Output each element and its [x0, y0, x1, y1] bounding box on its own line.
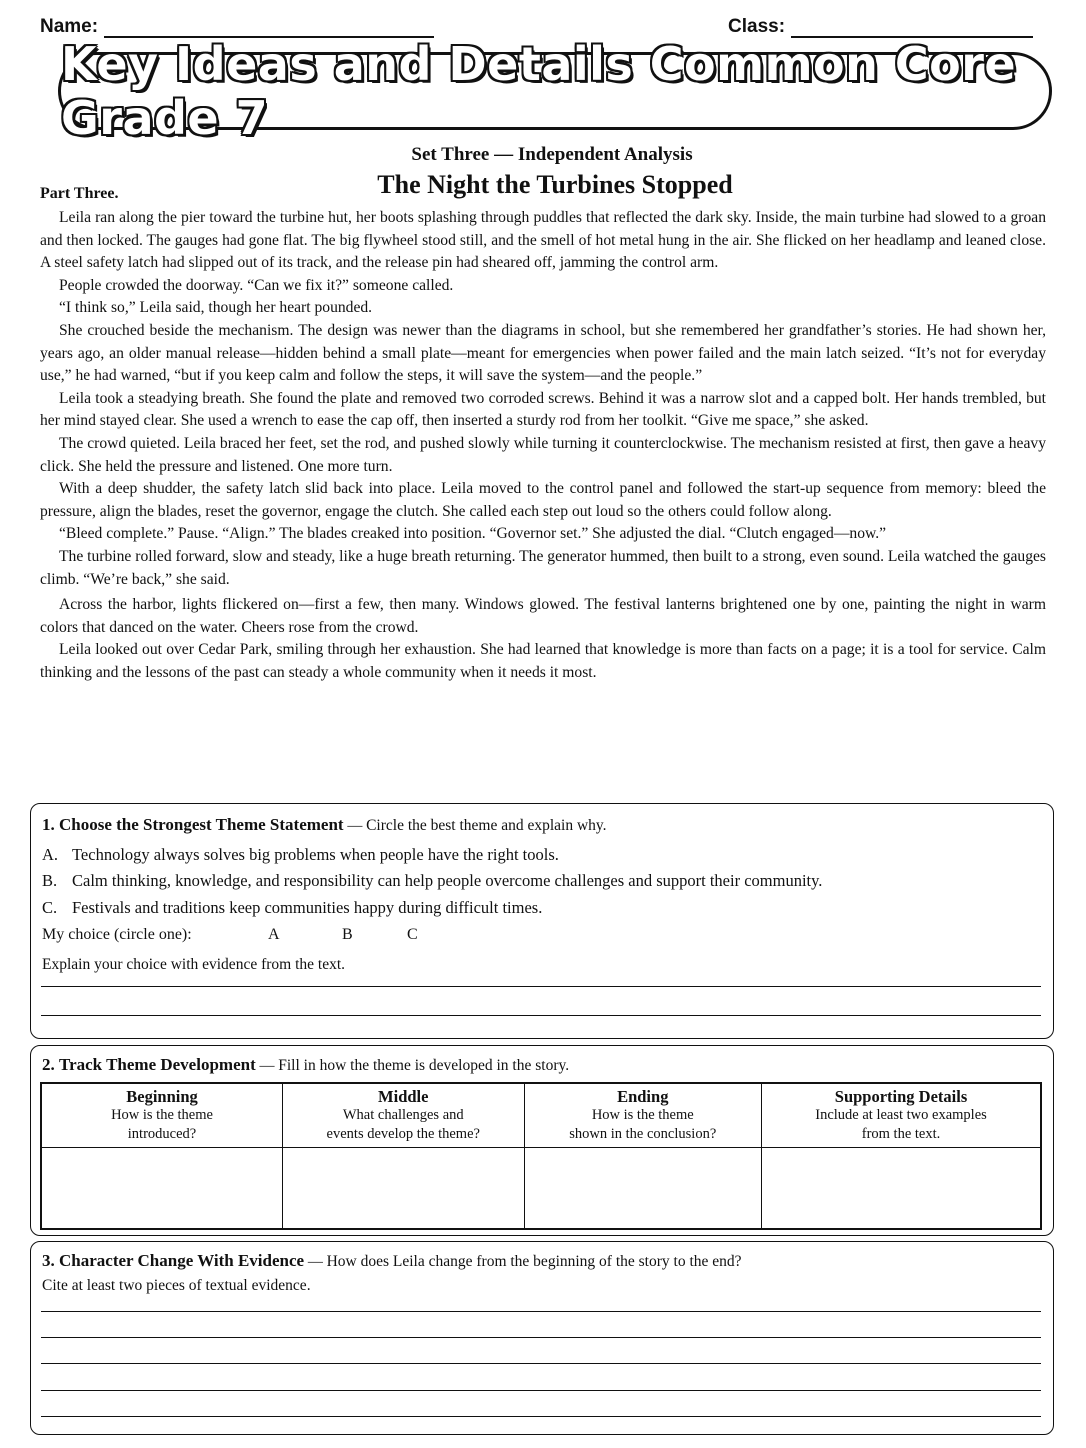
name-label: Name:	[40, 16, 99, 37]
story-paragraph: Leila looked out over Cedar Park, smiling through her exhaustion. She had learned that knowledge is more than facts on a page; it is a tool for service. Calm thinking and the lessons of the past can steady a whole community when it needs it most.	[40, 641, 1046, 681]
explain-prompt: Explain your choice with evidence from the text.	[42, 956, 346, 973]
option-a[interactable]	[42, 845, 559, 865]
story-text	[40, 207, 1046, 684]
option-letter: C.	[42, 898, 58, 917]
choice-a[interactable]: A	[268, 926, 280, 943]
story-paragraph: “Bleed complete.” Pause. “Align.” The blades creaked into position. “Governor set.” She adjusted the dial. “Clutch engaged—now.”	[59, 525, 887, 543]
title-banner	[58, 37, 1052, 145]
answer-cell-ending[interactable]	[524, 1148, 762, 1230]
table-header-row	[41, 1083, 1041, 1148]
story-paragraph: The turbine rolled forward, slow and steady, like a huge breath returning. The generator hummed, then built to a strong, even sound. Leila watched the gauges climb. “We’re back,” she said.	[40, 547, 1046, 588]
answer-line[interactable]	[41, 1015, 1041, 1016]
banner-title: Key Ideas and Details Common Core Grade 7	[61, 37, 1017, 145]
option-text: Calm thinking, knowledge, and responsibility can help people overcome challenges and support their community.	[72, 871, 823, 890]
column-subtitle: from the text.	[861, 1126, 941, 1142]
name-blank-line[interactable]	[104, 14, 434, 38]
question-3-number: 3.	[42, 1251, 55, 1270]
answer-line[interactable]	[41, 1337, 1041, 1338]
column-subtitle: How is the theme	[591, 1107, 694, 1123]
story-paragraph: Across the harbor, lights flickered on—first a few, then many. Windows glowed. The festival lanterns brightened one by one, painting the night in warm colors that danced on the water. Cheers rose from the crowd.	[40, 596, 1046, 636]
question-2-heading	[42, 1055, 569, 1075]
class-label: Class:	[728, 16, 786, 37]
question-2-dash: —	[255, 1058, 279, 1074]
part-label: Part Three.	[40, 185, 119, 202]
story-paragraph: “I think so,” Leila said, though her heart pounded.	[59, 299, 373, 317]
question-3-title: Character Change With Evidence	[59, 1251, 305, 1270]
option-text: Festivals and traditions keep communities happy during difficult times.	[72, 898, 543, 917]
question-2-instruction: Fill in how the theme is developed in the story.	[278, 1057, 570, 1074]
option-text: Technology always solves big problems when people have the right tools.	[72, 845, 559, 864]
column-subtitle: Include at least two examples	[815, 1107, 987, 1123]
story-title: The Night the Turbines Stopped	[377, 170, 733, 199]
column-beginning	[41, 1083, 283, 1148]
answer-line[interactable]	[41, 1311, 1041, 1312]
class-blank-line[interactable]	[791, 14, 1033, 38]
answer-line[interactable]	[41, 986, 1041, 987]
answer-line[interactable]	[41, 1363, 1041, 1364]
column-subtitle: shown in the conclusion?	[569, 1126, 717, 1142]
story-paragraph: The crowd quieted. Leila braced her feet, set the rod, and pushed slowly while turning it counterclockwise. The mechanism resisted at first, then gave a heavy click. She held the pressure and listened. One more turn.	[40, 434, 1046, 475]
set-heading: Set Three — Independent Analysis	[411, 144, 693, 165]
question-2-box	[30, 1045, 1054, 1236]
question-1-dash: —	[343, 818, 367, 834]
question-1-title: Choose the Strongest Theme Statement	[59, 815, 344, 834]
name-field	[40, 14, 434, 38]
question-1-box	[30, 803, 1054, 1039]
question-3-dash: —	[304, 1254, 327, 1270]
story-paragraph: She crouched beside the mechanism. The design was newer than the diagrams in school, but she remembered her grandfather’s stories. He had shown her, years ago, an older manual release—hidden behind a small plate—meant for emergencies when power failed and the main latch seized. “It’s not for everyday use,” he had warned, “but if you keep calm and follow the steps, it will save the system—and the people.”	[40, 321, 1046, 385]
question-2-title: Track Theme Development	[59, 1055, 256, 1074]
table-answer-row	[41, 1148, 1041, 1230]
question-3-box	[30, 1241, 1054, 1435]
answer-cell-middle[interactable]	[283, 1148, 524, 1230]
answer-line[interactable]	[41, 1416, 1041, 1417]
option-c[interactable]	[42, 898, 542, 918]
question-2-number: 2.	[42, 1055, 55, 1074]
column-subtitle: introduced?	[127, 1126, 197, 1142]
answer-cell-beginning[interactable]	[41, 1148, 283, 1230]
answer-cell-supporting-details[interactable]	[762, 1148, 1041, 1230]
choice-b[interactable]: B	[342, 926, 353, 943]
column-middle	[283, 1083, 524, 1148]
column-title: Middle	[378, 1087, 429, 1106]
option-letter: B.	[42, 871, 58, 890]
story-paragraph: With a deep shudder, the safety latch slid back into place. Leila moved to the control panel and followed the start-up sequence from memory: bleed the pressure, align the blades, reset the governor, engage the clutch. She called each step out loud so the others could follow along.	[40, 480, 1046, 520]
question-3-heading	[42, 1251, 742, 1271]
column-title: Ending	[617, 1087, 669, 1106]
column-supporting-details	[762, 1083, 1041, 1148]
choice-c[interactable]: C	[407, 926, 418, 943]
option-b[interactable]	[42, 871, 822, 891]
class-field	[728, 14, 1033, 38]
question-3-instruction-2: Cite at least two pieces of textual evidence.	[42, 1277, 311, 1294]
question-3-instruction: How does Leila change from the beginning of the story to the end?	[326, 1253, 742, 1270]
answer-line[interactable]	[41, 1390, 1041, 1391]
column-subtitle: What challenges and	[342, 1107, 464, 1123]
story-paragraph: Leila ran along the pier toward the turbine hut, her boots splashing through puddles that reflected the dark sky. Inside, the main turbine had slowed to a groan and then locked. The gauges had gone flat. The big flywheel stood still, and the smell of hot metal hung in the air. She flicked on her headlamp and leaned close. A steel safety latch had slipped out of its track, and the release pin had sheared off, jamming the control arm.	[40, 209, 1046, 272]
question-1-instruction: Circle the best theme and explain why.	[366, 817, 607, 834]
story-paragraph: Leila took a steadying breath. She found the plate and removed two corroded screws. Behind it was a narrow slot and a capped bolt. Her hands trembled, but her mind stayed clear. She used a wrench to ease the cap off, then inserted a sturdy rod from her toolkit. “Give me space,” she asked.	[40, 389, 1046, 430]
choice-label: My choice (circle one):	[42, 926, 192, 943]
option-letter: A.	[42, 845, 59, 864]
theme-development-table	[40, 1082, 1042, 1230]
column-ending	[524, 1083, 762, 1148]
story-paragraph: People crowded the doorway. “Can we fix it?” someone called.	[59, 276, 454, 294]
question-1-heading	[42, 815, 607, 835]
column-subtitle: How is the theme	[111, 1107, 213, 1123]
column-subtitle: events develop the theme?	[326, 1126, 480, 1142]
question-1-number: 1.	[42, 815, 55, 834]
column-title: Beginning	[126, 1087, 198, 1106]
column-title: Supporting Details	[834, 1087, 968, 1106]
